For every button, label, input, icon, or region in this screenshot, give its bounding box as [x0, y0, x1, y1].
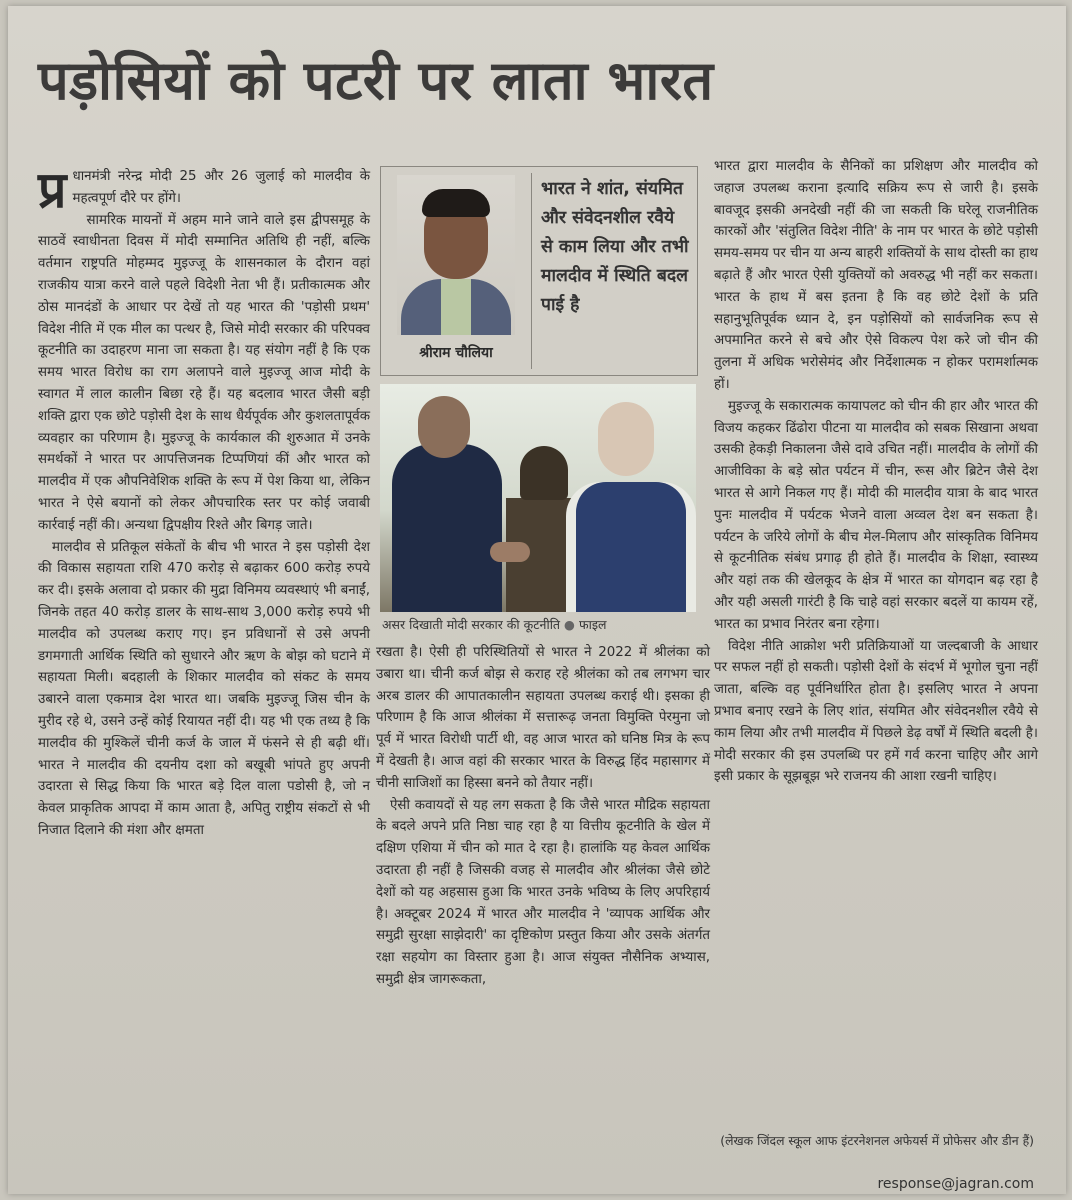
author-portrait: [397, 175, 515, 335]
column-2: [376, 642, 710, 991]
column-1: [38, 161, 370, 842]
author-footnote: (लेखक जिंदल स्कूल आफ इंटरनेशनल अफेयर्स में प्रोफेसर और डीन हैं): [720, 1133, 1034, 1148]
paragraph: रखता है। ऐसी ही परिस्थितियों से भारत ने 2022 में श्रीलंका को उबारा था। चीनी कर्ज बोझ से कराह रहे श्रीलंका को तब लगभग चार अरब डालर की आपातकालीन सहायता उपलब्ध कराई थी। इसका ही परिणाम है कि आज श्रीलंका में सत्तारूढ़ जनता विमुक्ति पेरमुना जो पूर्व में भारत विरोधी पार्टी थी, वह आज भारत को घनिष्ठ मित्र के रूप में देखती है। आज वहां की सरकार भारत के विरुद्ध हिंद महासागर में चीनी साजिशों का हिस्सा बनने को तैयार नहीं।: [376, 645, 710, 791]
column-3: [714, 156, 1038, 788]
author-name: श्रीराम चौलिया: [419, 345, 493, 361]
paragraph: भारत द्वारा मालदीव के सैनिकों का प्रशिक्षण और मालदीव को जहाज उपलब्ध कराना इत्यादि सक्रिय रूप से जारी है। इसके बावजूद इसकी अनदेखी नहीं की जा सकती कि घरेलू राजनीतिक कारकों और 'संतुलित विदेश नीति' के नाम पर भारत के छोटे पड़ोसी समय-समय पर चीन या अन्य बाहरी शक्तियों के साथ दोस्ती का हाथ बढ़ाते हैं और भारत ऐसी युक्तियों को अवरुद्ध भी नहीं कर सकता। भारत के हाथ में बस इतना है कि वह छोटे देशों के प्रति सहानुभूतिपूर्वक ध्यान दे, इन पड़ोसियों को सार्वजनिक रूप से अपमानित करने से बचे और ऐसे विकल्प पेश करे जो चीन की तुलना में अधिक भरोसेमंद और निर्देशात्मक न होकर परामर्शात्मक हों।: [714, 159, 1038, 392]
paragraph: विदेश नीति आक्रोश भरी प्रतिक्रियाओं या जल्दबाजी के आधार पर सफल नहीं हो सकती। पड़ोसी देशों के संदर्भ में भूगोल चुना नहीं जाता, बल्कि वह पूर्वनिर्धारित होता है। इसलिए भारत ने अपना प्रभाव बनाए रखने के लिए शांत, संयमित और संवेदनशील रवैये से काम लिया और तभी मालदीव में पिछले डेढ़ वर्षों में स्थिति बदली है। मोदी सरकार की इस उपलब्धि पर हमें गर्व करना चाहिए और आगे इसी प्रकार के सूझबूझ भरे राजनय की आशा रखनी चाहिए।: [714, 638, 1038, 785]
paragraph: धानमंत्री नरेन्द्र मोदी 25 और 26 जुलाई को मालदीव के महत्वपूर्ण दौरे पर होंगे।: [72, 169, 370, 206]
caption-text: असर दिखाती मोदी सरकार की कूटनीति: [382, 617, 561, 632]
photo-credit: फाइल: [578, 617, 607, 632]
photo-caption: असर दिखाती मोदी सरकार की कूटनीति ● फाइल: [382, 617, 607, 632]
news-photo: [380, 384, 696, 612]
pull-quote: भारत ने शांत, संयमित और संवेदनशील रवैये से काम लिया और तभी मालदीव में स्थिति बदल पाई है: [541, 179, 689, 315]
paragraph: सामरिक मायनों में अहम माने जाने वाले इस द्वीपसमूह के साठवें स्वाधीनता दिवस में मोदी सम्मानित अतिथि ही नहीं, बल्कि वर्तमान राष्ट्रपति मोहम्मद मुइज्जू के शासनकाल के दौरान वहां राजकीय यात्रा करने वाले पहले विदेशी नेता भी हैं। प्रतीकात्मक और ठोस मानदंडों के आधार पर देखें तो यह भारत की 'पड़ोसी प्रथम' विदेश नीति में एक मील का पत्थर है, जिसे मोदी सरकार की परिपक्व कूटनीति का उदाहरण माना जा सकता है। यह संयोग नहीं है कि एक समय भारत विरोध का राग अलापने वाले मुइज्जू आज मोदी के स्वागत में लाल कालीन बिछा रहे हैं। यह बदलाव भारत जैसी बड़ी शक्ति द्वारा एक छोटे पड़ोसी देश के साथ धैर्यपूर्वक और कुशलतापूर्वक व्यवहार का परिणाम है। मुइज्जू के कार्यकाल की शुरुआत में उनके समर्थकों ने भारत पर आपत्तिजनक टिप्पणियां कीं और भारत को मालदीव में एक औपनिवेशिक शक्ति के रूप में पेश किया था, लेकिन भारत ने ऐसे बयानों को लेकर औपचारिक स्तर पर कोई जवाबी कार्रवाई नहीं की। अन्यथा द्विपक्षीय रिश्ते और बिगड़ जाते।: [38, 212, 370, 533]
paragraph: मुइज्जू के सकारात्मक कायापलट को चीन की हार और भारत की विजय कहकर ढिंढोरा पीटना या मालदीव को सबक सिखाना अथवा उसकी हेकड़ी निकालना जैसे दावे उचित नहीं। मालदीव के लोगों की आजीविका के बड़े स्रोत पर्यटन में चीन, रूस और ब्रिटेन जैसे देश भारत से आगे निकल गए हैं। मोदी की मालदीव यात्रा के बाद भारत पुनः मालदीव में पर्यटक भेजने वाला अव्वल देश बन सकता है। पर्यटन के जरिये लोगों के बीच मेल-मिलाप और सांस्कृतिक विनिमय से कूटनीतिक संबंध प्रगाढ़ ही होते हैं। मालदीव के शिक्षा, स्वास्थ्य और यहां तक की खेलकूद के क्षेत्र में भारत का योगदान बढ़ रहा है और यही असली गारंटी है कि चाहे वहां सरकार बदलें या कायम रहें, भारत का प्रभाव निरंतर बना रहेगा।: [714, 398, 1038, 632]
headline: पड़ोसियों को पटरी पर लाता भारत: [38, 49, 714, 112]
paragraph: मालदीव से प्रतिकूल संकेतों के बीच भी भारत ने इस पड़ोसी देश की विकास सहायता राशि 470 करोड़ से बढ़ाकर 600 करोड़ रुपये कर दी। इसके अलावा दो प्रकार की मुद्रा विनिमय व्यवस्थाएं भी बनाईं, जिनके तहत 40 करोड़ डालर के साथ-साथ 3,000 करोड़ रुपये भी मालदीव को उपलब्ध कराए गए। इन प्रविधानों से उसे अपनी डगमगाती आर्थिक स्थिति को सुधारने और ऋण के बोझ को घटाने में सहायता मिली। बदहाली के शिकार मालदीव को संकट के समय उबारने वाला एकमात्र देश भारत था। जबकि मुइज्जू जिस चीन के मुरीद रहे थे, उसने उन्हें कोई रियायत नहीं दी। यह भी एक तथ्य है कि मालदीव की मुश्किलें चीनी कर्ज के जाल में फंसने से ही बढ़ी थीं। भारत ने मालदीव की दयनीय दशा को बखूबी भांपते हुए अपनी उदारता से सिद्ध किया कि भारत बड़े दिल वाला पडोसी है, जो न केवल प्राकृतिक आपदा में काम आता है, अपितु राष्ट्रीय संकटों से भी निजात दिलाने की मंशा और क्षमता: [38, 539, 370, 838]
newspaper-page: [8, 6, 1066, 1194]
response-email: response@jagran.com: [877, 1176, 1034, 1192]
paragraph: ऐसी कवायदों से यह लग सकता है कि जैसे भारत मौद्रिक सहायता के बदले अपने प्रति निष्ठा चाह रहा है या वित्तीय कूटनीति के खेल में दक्षिण एशिया में चीन को मात दे रहा है। हालांकि यह केवल आर्थिक उदारता ही नहीं है जिसकी वजह से मालदीव और श्रीलंका जैसे छोटे देशों को यह अहसास हुआ कि भारत उनके भविष्य के लिए अपरिहार्य है। अक्टूबर 2024 में भारत और मालदीव ने 'व्यापक आर्थिक और समुद्री सुरक्षा साझेदारी' का दृष्टिकोण प्रस्तुत किया और उसके अंतर्गत रक्षा सहयोग का विस्तार हुआ है। आज संयुक्त नौसैनिक अभ्यास, समुद्री क्षेत्र जागरूकता,: [376, 797, 710, 987]
drop-cap: प्र: [38, 161, 67, 219]
divider: [531, 173, 532, 369]
author-byline-box: [380, 166, 698, 376]
